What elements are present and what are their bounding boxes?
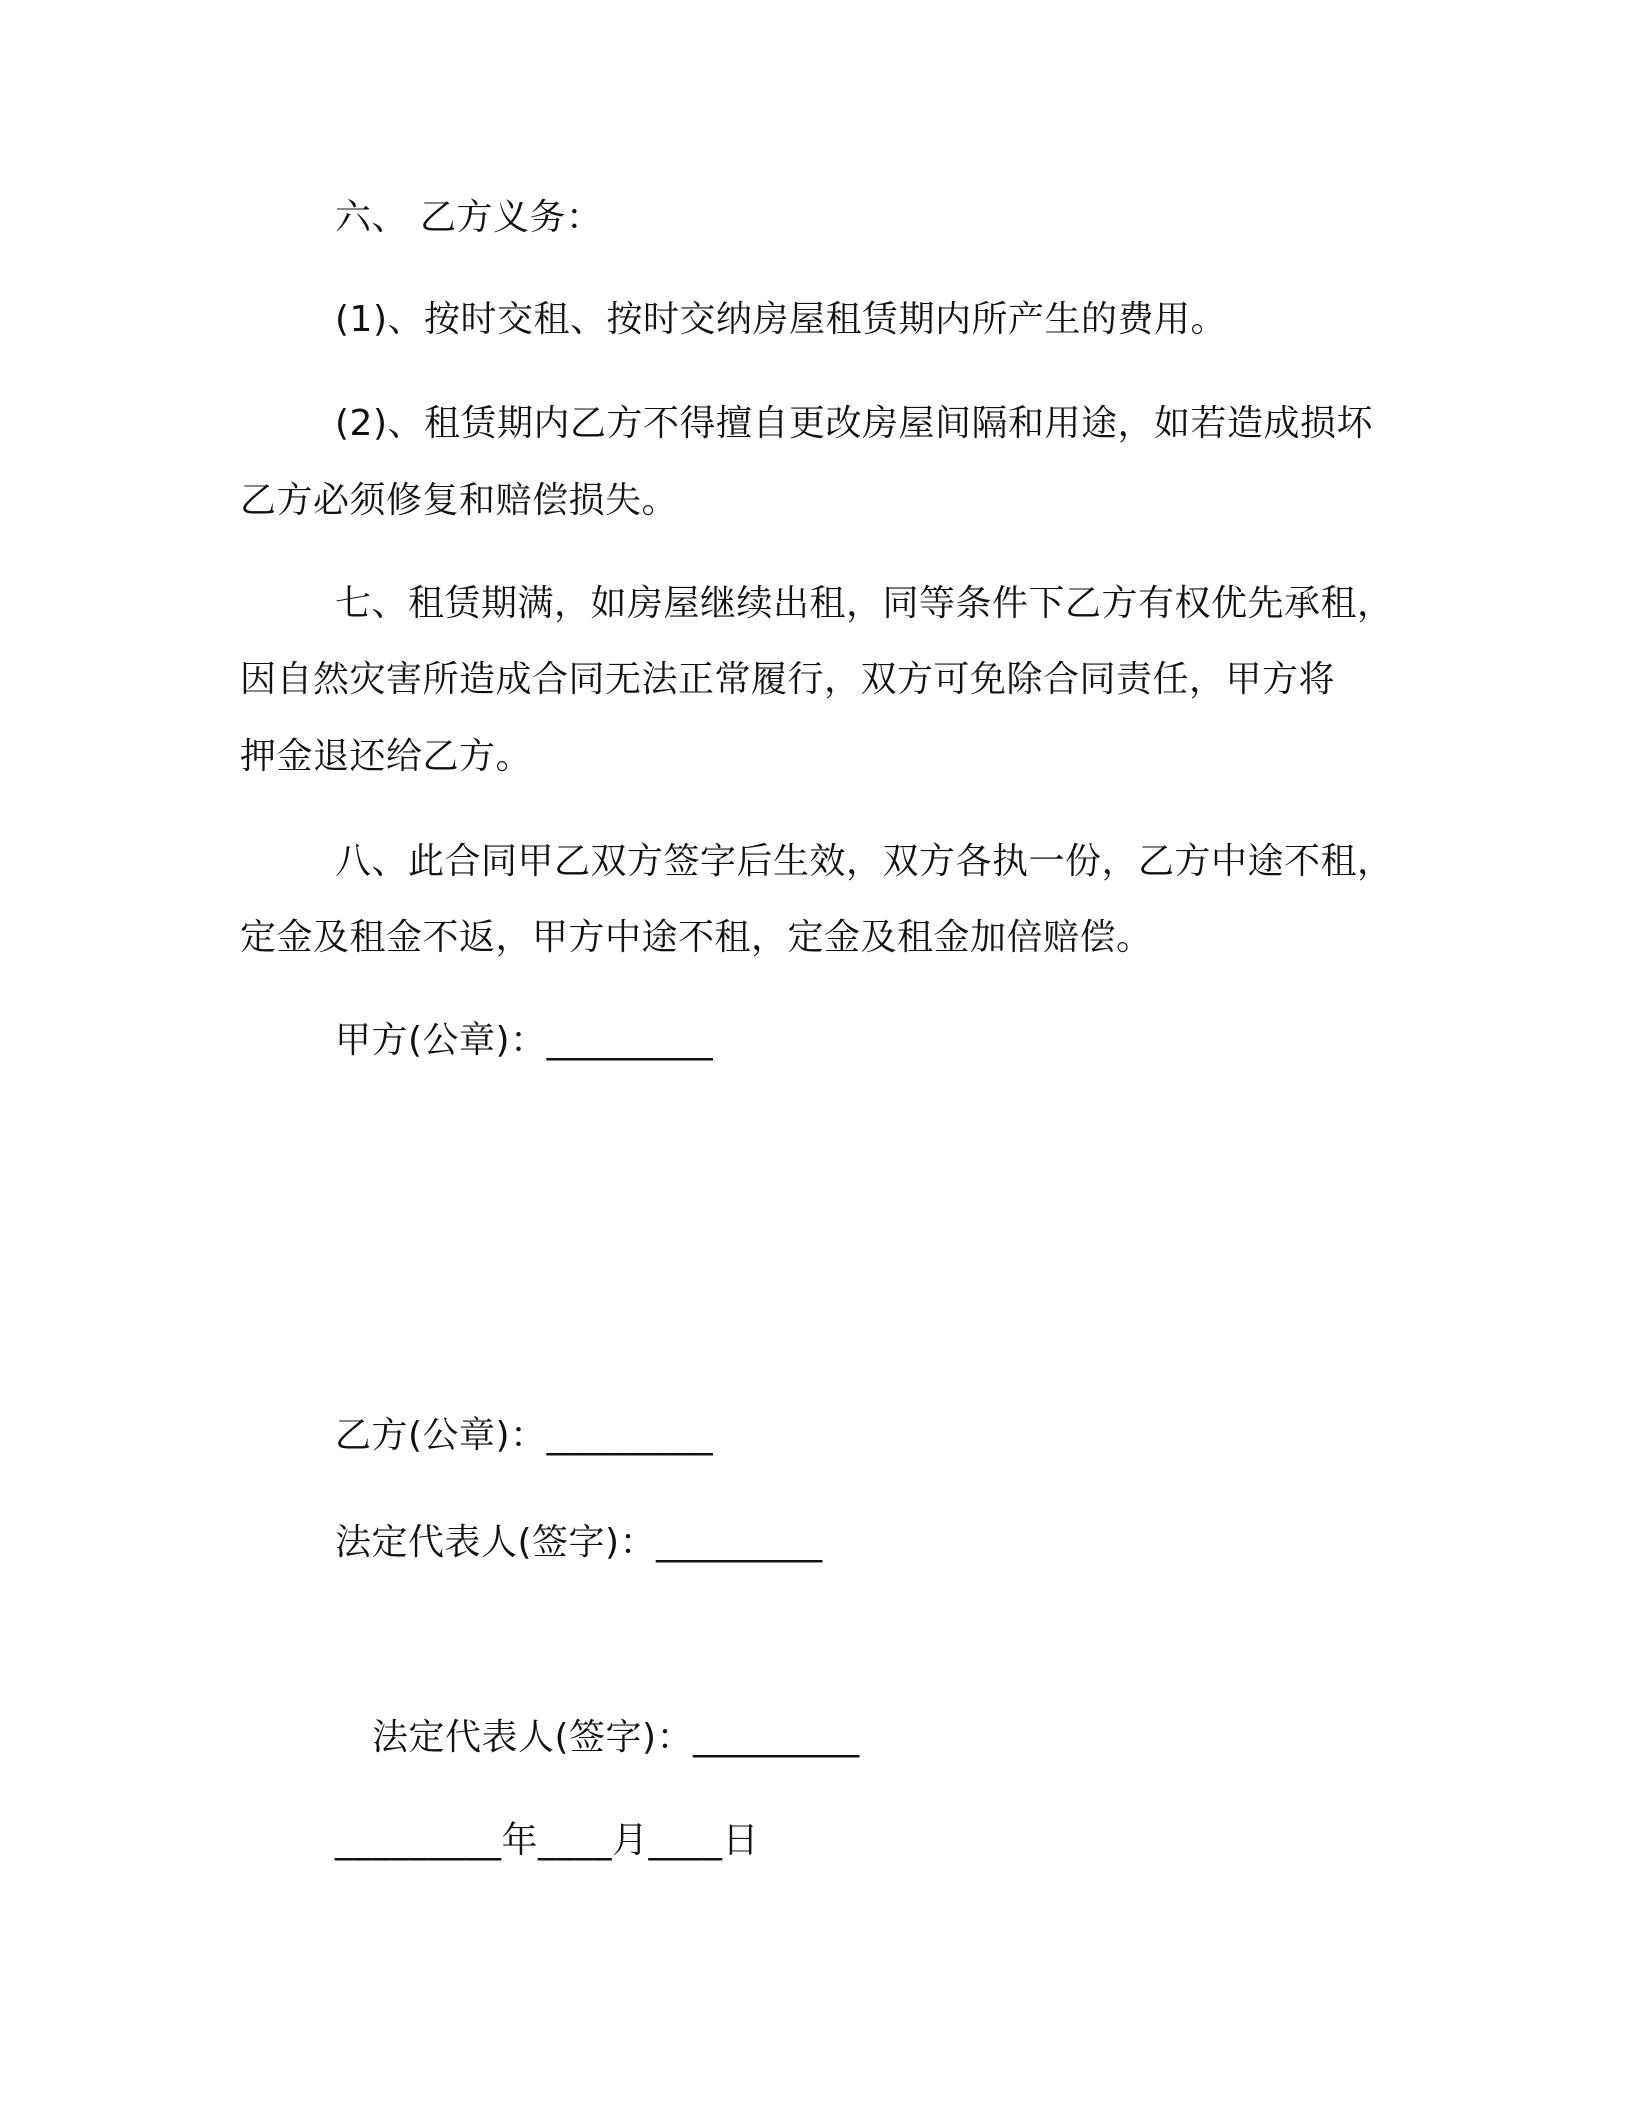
obligation-item-2-line-1: (2)、租赁期内乙方不得擅自更改房屋间隔和用途，如若造成损坏 <box>335 403 1373 444</box>
legal-representative-signature-1: 法定代表人(签字)：_________ <box>335 1522 823 1563</box>
party-a-seal-line: 甲方(公章)：_________ <box>335 1020 714 1061</box>
section-6-heading: 六、 乙方义务： <box>335 197 603 238</box>
obligation-item-1: (1)、按时交租、按时交纳房屋租赁期内所产生的费用。 <box>335 299 1227 340</box>
party-b-seal-line: 乙方(公章)：_________ <box>335 1415 714 1456</box>
section-8-line-2: 定金及租金不返，甲方中途不租，定金及租金加倍赔偿。 <box>240 917 1153 958</box>
date-line: _________年____月____日 <box>335 1820 759 1861</box>
section-7-line-2: 因自然灾害所造成合同无法正常履行，双方可免除合同责任，甲方将 <box>240 659 1336 700</box>
section-7-line-1: 七、租赁期满，如房屋继续出租，同等条件下乙方有权优先承租， <box>335 583 1394 624</box>
legal-representative-signature-2: 法定代表人(签字)：_________ <box>372 1717 860 1758</box>
section-8-line-1: 八、此合同甲乙双方签字后生效，双方各执一份，乙方中途不租， <box>335 841 1394 882</box>
obligation-item-2-line-2: 乙方必须修复和赔偿损失。 <box>240 480 679 521</box>
section-7-line-3: 押金退还给乙方。 <box>240 736 533 777</box>
